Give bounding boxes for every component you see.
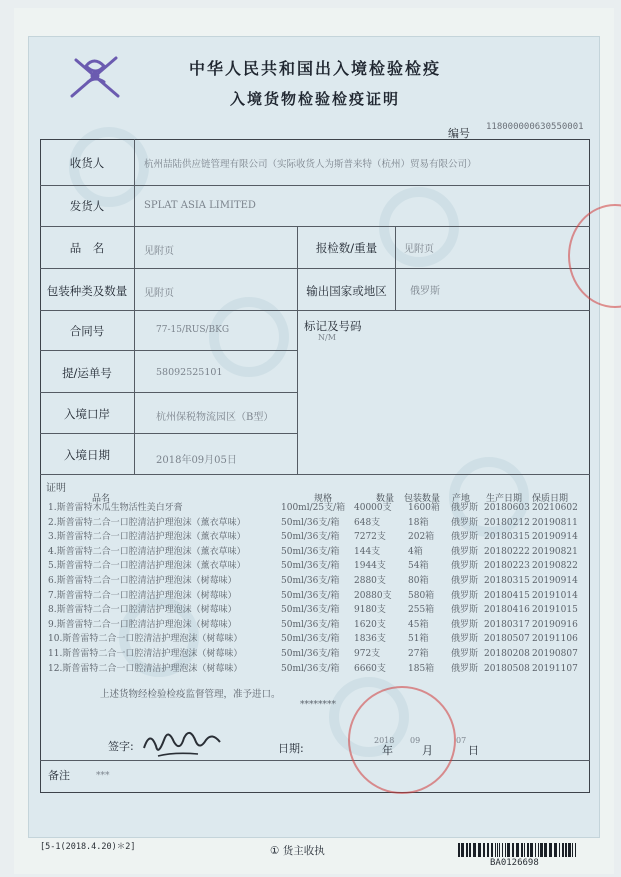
item-origin: 俄罗斯 bbox=[451, 649, 479, 659]
column-divider bbox=[297, 226, 298, 474]
item-origin: 俄罗斯 bbox=[451, 503, 479, 513]
entry-date-value: 2018年09月05日 bbox=[156, 455, 237, 466]
item-origin: 俄罗斯 bbox=[451, 634, 479, 645]
goods-name-label: 品 名 bbox=[69, 241, 105, 255]
serial-number: 118000000630550001 bbox=[486, 122, 584, 132]
item-prod: 20180416 bbox=[484, 605, 530, 616]
official-seal-stamp bbox=[348, 686, 456, 794]
consignee-value: 杭州喆陆供应链管理有限公司（实际收货人为斯普来特（杭州）贸易有限公司） bbox=[144, 159, 477, 170]
barcode-bar bbox=[524, 843, 525, 857]
copy-note: ① 货主收执 bbox=[270, 845, 325, 857]
item-spec: 50ml/36支/箱 bbox=[281, 619, 340, 630]
marks-label: 标记及号码 bbox=[304, 319, 362, 333]
barcode bbox=[458, 843, 576, 857]
item-prod: 20180415 bbox=[484, 590, 530, 601]
item-pack: 80箱 bbox=[408, 576, 429, 586]
item-origin: 俄罗斯 bbox=[451, 561, 479, 572]
barcode-bar bbox=[461, 843, 464, 857]
item-prod: 20180317 bbox=[484, 619, 530, 630]
barcode-bar bbox=[499, 843, 500, 857]
quantity-label: 报检数/重量 bbox=[315, 241, 378, 255]
row-divider bbox=[40, 226, 590, 227]
waybill-label: 提/运单号 bbox=[62, 366, 112, 380]
barcode-bar bbox=[530, 843, 533, 857]
barcode-number: BA0126698 bbox=[490, 858, 539, 868]
item-spec: 50ml/36支/箱 bbox=[281, 663, 340, 674]
column-header: 生产日期 bbox=[486, 494, 523, 504]
item-qty: 7272支 bbox=[354, 532, 386, 543]
barcode-bar bbox=[483, 843, 485, 857]
barcode-bar bbox=[535, 843, 536, 857]
entry-port-label: 入境口岸 bbox=[64, 407, 110, 421]
barcode-bar bbox=[572, 843, 573, 857]
barcode-bar bbox=[478, 843, 481, 857]
end-mark: ******** bbox=[300, 700, 336, 710]
column-header: 品名 bbox=[92, 494, 111, 504]
barcode-bar bbox=[538, 843, 539, 857]
item-pack: 54箱 bbox=[408, 561, 429, 572]
item-exp: 20190811 bbox=[532, 517, 578, 528]
signature-day: 07 bbox=[456, 736, 467, 745]
item-origin: 俄罗斯 bbox=[451, 546, 479, 557]
item-exp: 20190914 bbox=[532, 532, 578, 543]
row-divider bbox=[40, 268, 590, 269]
item-qty: 9180支 bbox=[354, 605, 386, 616]
remarks-label: 备注 bbox=[48, 769, 70, 782]
item-pack: 255箱 bbox=[408, 605, 435, 616]
barcode-bar bbox=[469, 843, 471, 857]
barcode-bar bbox=[562, 843, 564, 857]
waybill-value: 58092525101 bbox=[156, 367, 223, 378]
item-name: 2.斯普雷特二合一口腔清洁护理泡沫（薰衣草味） bbox=[48, 517, 246, 528]
item-spec: 50ml/36支/箱 bbox=[281, 576, 340, 586]
entry-port-value: 杭州保税物流园区（B型） bbox=[156, 412, 274, 423]
row-divider bbox=[40, 760, 590, 761]
item-spec: 50ml/36支/箱 bbox=[281, 649, 340, 659]
month-unit: 月 bbox=[422, 744, 433, 757]
item-name: 8.斯普雷特二合一口腔清洁护理泡沫（树莓味） bbox=[48, 605, 237, 616]
item-exp: 20210602 bbox=[532, 503, 578, 513]
item-prod: 20180603 bbox=[484, 503, 530, 513]
ciq-emblem-icon bbox=[64, 52, 126, 102]
barcode-bar bbox=[549, 843, 552, 857]
item-exp: 20190821 bbox=[532, 546, 578, 557]
item-pack: 1600箱 bbox=[408, 503, 440, 513]
barcode-bar bbox=[502, 843, 503, 857]
item-spec: 50ml/36支/箱 bbox=[281, 532, 340, 543]
row-divider bbox=[40, 392, 297, 393]
item-exp: 20190916 bbox=[532, 619, 578, 630]
barcode-bar bbox=[521, 843, 523, 857]
signature-date-label: 日期: bbox=[278, 742, 304, 755]
barcode-bar bbox=[512, 843, 514, 857]
item-name: 10.斯普雷特二合一口腔清洁护理泡沫（树莓味） bbox=[48, 634, 243, 645]
item-origin: 俄罗斯 bbox=[451, 590, 479, 601]
barcode-bar bbox=[516, 843, 519, 857]
item-pack: 18箱 bbox=[408, 517, 429, 528]
serial-label: 编号 bbox=[448, 127, 470, 140]
row-divider bbox=[40, 350, 297, 351]
item-pack: 580箱 bbox=[408, 590, 435, 601]
column-header: 包装数量 bbox=[404, 494, 441, 504]
remarks-value: *** bbox=[96, 771, 110, 781]
conclusion-text: 上述货物经检验检疫监督管理，准予进口。 bbox=[100, 689, 281, 700]
document-subtitle: 入境货物检验检疫证明 bbox=[229, 90, 400, 108]
year-unit: 年 bbox=[382, 744, 393, 757]
item-exp: 20191106 bbox=[532, 634, 578, 645]
column-header: 保质日期 bbox=[532, 494, 569, 504]
item-pack: 185箱 bbox=[408, 663, 435, 674]
day-unit: 日 bbox=[468, 744, 479, 757]
item-qty: 1620支 bbox=[354, 619, 386, 630]
column-header: 产地 bbox=[452, 494, 471, 504]
item-qty: 972支 bbox=[354, 649, 381, 659]
barcode-bar bbox=[495, 843, 496, 857]
item-origin: 俄罗斯 bbox=[451, 605, 479, 616]
item-qty: 648支 bbox=[354, 517, 381, 528]
item-spec: 50ml/36支/箱 bbox=[281, 517, 340, 528]
origin-country-value: 俄罗斯 bbox=[410, 286, 440, 297]
row-divider bbox=[40, 310, 590, 311]
item-name: 4.斯普雷特二合一口腔清洁护理泡沫（薰衣草味） bbox=[48, 546, 246, 557]
item-spec: 50ml/36支/箱 bbox=[281, 546, 340, 557]
entry-date-label: 入境日期 bbox=[64, 448, 110, 462]
barcode-bar bbox=[559, 843, 560, 857]
item-pack: 27箱 bbox=[408, 649, 429, 659]
item-pack: 4箱 bbox=[408, 546, 423, 557]
item-qty: 144支 bbox=[354, 546, 381, 557]
barcode-bar bbox=[497, 843, 498, 857]
packing-value: 见附页 bbox=[144, 288, 174, 299]
handwritten-signature bbox=[138, 722, 234, 762]
barcode-bar bbox=[473, 843, 476, 857]
signature-label: 签字: bbox=[108, 740, 134, 753]
item-pack: 51箱 bbox=[408, 634, 429, 645]
item-prod: 20180507 bbox=[484, 634, 530, 645]
item-name: 6.斯普雷特二合一口腔清洁护理泡沫（树莓味） bbox=[48, 576, 237, 586]
item-origin: 俄罗斯 bbox=[451, 663, 479, 674]
item-name: 9.斯普雷特二合一口腔清洁护理泡沫（树莓味） bbox=[48, 619, 237, 630]
item-spec: 100ml/25支/箱 bbox=[281, 503, 346, 513]
item-origin: 俄罗斯 bbox=[451, 532, 479, 543]
item-name: 11.斯普雷特二合一口腔清洁护理泡沫（树莓味） bbox=[48, 649, 243, 659]
signature-year: 2018 bbox=[374, 736, 395, 745]
item-exp: 20191015 bbox=[532, 605, 578, 616]
item-qty: 20880支 bbox=[354, 590, 392, 601]
column-header: 数量 bbox=[376, 494, 395, 504]
certificate-label: 证明 bbox=[46, 483, 66, 494]
item-exp: 20190914 bbox=[532, 576, 578, 586]
document-title: 中华人民共和国出入境检验检疫 bbox=[188, 59, 441, 78]
barcode-bar bbox=[466, 843, 468, 857]
item-name: 5.斯普雷特二合一口腔清洁护理泡沫（薰衣草味） bbox=[48, 561, 246, 572]
row-divider bbox=[40, 474, 590, 475]
item-prod: 20180315 bbox=[484, 532, 530, 543]
item-qty: 2880支 bbox=[354, 576, 386, 586]
contract-value: 77-15/RUS/BKG bbox=[156, 325, 230, 335]
item-prod: 20180223 bbox=[484, 561, 530, 572]
item-pack: 202箱 bbox=[408, 532, 435, 543]
item-name: 7.斯普雷特二合一口腔清洁护理泡沫（树莓味） bbox=[48, 590, 237, 601]
consignor-label: 发货人 bbox=[69, 199, 105, 213]
barcode-bar bbox=[575, 843, 576, 857]
item-spec: 50ml/36支/箱 bbox=[281, 634, 340, 645]
item-pack: 45箱 bbox=[408, 619, 429, 630]
column-divider bbox=[395, 226, 396, 310]
item-spec: 50ml/36支/箱 bbox=[281, 605, 340, 616]
item-name: 3.斯普雷特二合一口腔清洁护理泡沫（薰衣草味） bbox=[48, 532, 246, 543]
barcode-bar bbox=[491, 843, 493, 857]
item-prod: 20180212 bbox=[484, 517, 530, 528]
item-prod: 20180222 bbox=[484, 546, 530, 557]
item-qty: 6660支 bbox=[354, 663, 386, 674]
column-header: 规格 bbox=[314, 494, 333, 504]
item-qty: 1836支 bbox=[354, 634, 386, 645]
item-prod: 20180208 bbox=[484, 649, 530, 659]
consignee-label: 收货人 bbox=[69, 156, 105, 170]
barcode-bar bbox=[527, 843, 529, 857]
barcode-bar bbox=[565, 843, 567, 857]
barcode-bar bbox=[544, 843, 547, 857]
item-qty: 1944支 bbox=[354, 561, 386, 572]
goods-name-value: 见附页 bbox=[144, 246, 174, 257]
item-prod: 20180508 bbox=[484, 663, 530, 674]
contract-label: 合同号 bbox=[69, 324, 105, 338]
barcode-bar bbox=[507, 843, 510, 857]
item-spec: 50ml/36支/箱 bbox=[281, 590, 340, 601]
marks-value: N/M bbox=[318, 333, 336, 342]
consignor-value: SPLAT ASIA LIMITED bbox=[144, 200, 256, 211]
item-name: 12.斯普雷特二合一口腔清洁护理泡沫（树莓味） bbox=[48, 663, 243, 674]
form-code: [5-1(2018.4.20)＊2] bbox=[40, 842, 136, 852]
packing-label: 包装种类及数量 bbox=[46, 284, 128, 298]
barcode-bar bbox=[487, 843, 489, 857]
item-name: 1.斯普雷特木瓜生物活性美白牙膏 bbox=[48, 503, 183, 513]
row-divider bbox=[40, 185, 590, 186]
item-qty: 40000支 bbox=[354, 503, 392, 513]
barcode-bar bbox=[568, 843, 571, 857]
item-exp: 20190807 bbox=[532, 649, 578, 659]
item-origin: 俄罗斯 bbox=[451, 619, 479, 630]
column-divider bbox=[134, 139, 135, 474]
barcode-bar bbox=[505, 843, 506, 857]
signature-month: 09 bbox=[410, 736, 421, 745]
origin-country-label: 输出国家或地区 bbox=[306, 284, 387, 298]
quantity-value: 见附页 bbox=[404, 244, 434, 255]
barcode-bar bbox=[458, 843, 460, 857]
item-exp: 20190822 bbox=[532, 561, 578, 572]
item-origin: 俄罗斯 bbox=[451, 576, 479, 586]
item-prod: 20180315 bbox=[484, 576, 530, 586]
barcode-bar bbox=[554, 843, 557, 857]
barcode-bar bbox=[540, 843, 543, 857]
item-exp: 20191107 bbox=[532, 663, 578, 674]
item-spec: 50ml/36支/箱 bbox=[281, 561, 340, 572]
row-divider bbox=[40, 433, 297, 434]
item-origin: 俄罗斯 bbox=[451, 517, 479, 528]
item-exp: 20191014 bbox=[532, 590, 578, 601]
